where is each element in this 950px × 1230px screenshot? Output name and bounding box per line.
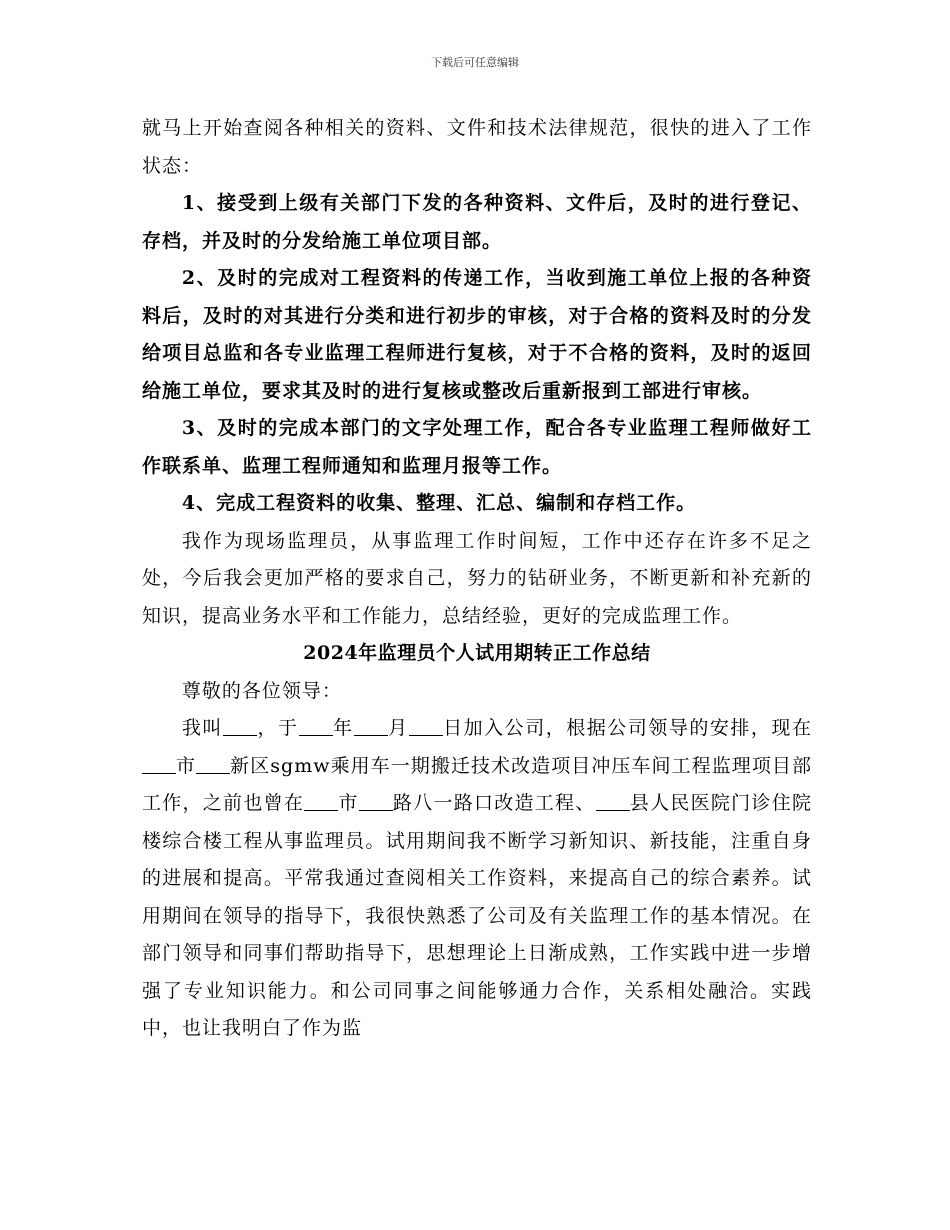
paragraph: 3、及时的完成本部门的文字处理工作，配合各专业监理工程师做好工作联系单、监理工程师通知和监理月报等工作。 [142, 417, 812, 477]
page-header: 下载后可任意编辑 [431, 56, 519, 69]
blank-year [299, 716, 333, 736]
blank-county [596, 791, 630, 811]
paragraph: 就马上开始查阅各种相关的资料、文件和技术法律规范，很快的进入了工作状态： [142, 117, 812, 177]
paragraph: 我作为现场监理员，从事监理工作时间短，工作中还存在许多不足之处，今后我会更加严格的要求自己，努力的钻研业务，不断更新和补充新的知识，提高业务水平和工作能力，总结经验，更好的完成监理工作。 [142, 529, 812, 627]
text-fragment: 年 [332, 717, 354, 739]
text-fragment: 我叫 [181, 717, 223, 739]
blank-month [354, 716, 388, 736]
document-body [142, 110, 812, 1048]
blank-name [223, 716, 257, 736]
paragraph: 1、接受到上级有关部门下发的各种资料、文件后，及时的进行登记、存档，并及时的分发给施工单位项目部。 [142, 192, 812, 252]
intro-paragraph [142, 710, 812, 1048]
salutation: 尊敬的各位领导： [181, 679, 342, 702]
text-fragment: 日加入公司，根据公司领导的安排，现在 [442, 717, 812, 739]
paragraph: 2、及时的完成对工程资料的传递工作，当收到施工单位上报的各种资料后，及时的对其进行分类和进行初步的审核，对于合格的资料及时的分发给项目总监和各专业监理工程师进行复核，对于不合格的资料，及时的返回给施工单位，要求其及时的进行复核或整改后重新报到工部进行审核。 [142, 267, 812, 402]
text-fragment: 市 [176, 754, 197, 777]
text-fragment: 路八一路口改造工程、 [392, 792, 596, 814]
text-fragment: ，于 [256, 717, 299, 739]
paragraph-group [142, 110, 812, 635]
blank-city [142, 754, 176, 774]
blank-city-2 [304, 791, 338, 811]
blank-day [409, 716, 443, 736]
text-fragment: 月 [387, 717, 409, 739]
text-fragment: 新区sgmw乘用车一期搬迁技术改造项目冲压车间工程监理项目部工作，之前也曾在 [142, 754, 812, 814]
paragraph: 4、完成工程资料的收集、整理、汇总、编制和存档工作。 [181, 492, 697, 514]
blank-district [196, 754, 230, 774]
section-title: 2024年监理员个人试用期转正工作总结 [303, 642, 651, 664]
blank-road [359, 791, 393, 811]
text-fragment: 市 [338, 792, 359, 814]
text-fragment: 县人民医院门诊住院楼综合楼工程从事监理员。试用期间我不断学习新知识、新技能，注重自身的进展和提高。平常我通过查阅相关工作资料，来提高自己的综合素养。试用期间在领导的指导下，我很快熟悉了公司及有关监理工作的基本情况。在部门领导和同事们帮助指导下，思想理论上日渐成熟，工作实践中进一步增强了专业知识能力。和公司同事之间能够通力合作，关系相处融洽。实践中，也让我明白了作为监 [142, 792, 812, 1039]
